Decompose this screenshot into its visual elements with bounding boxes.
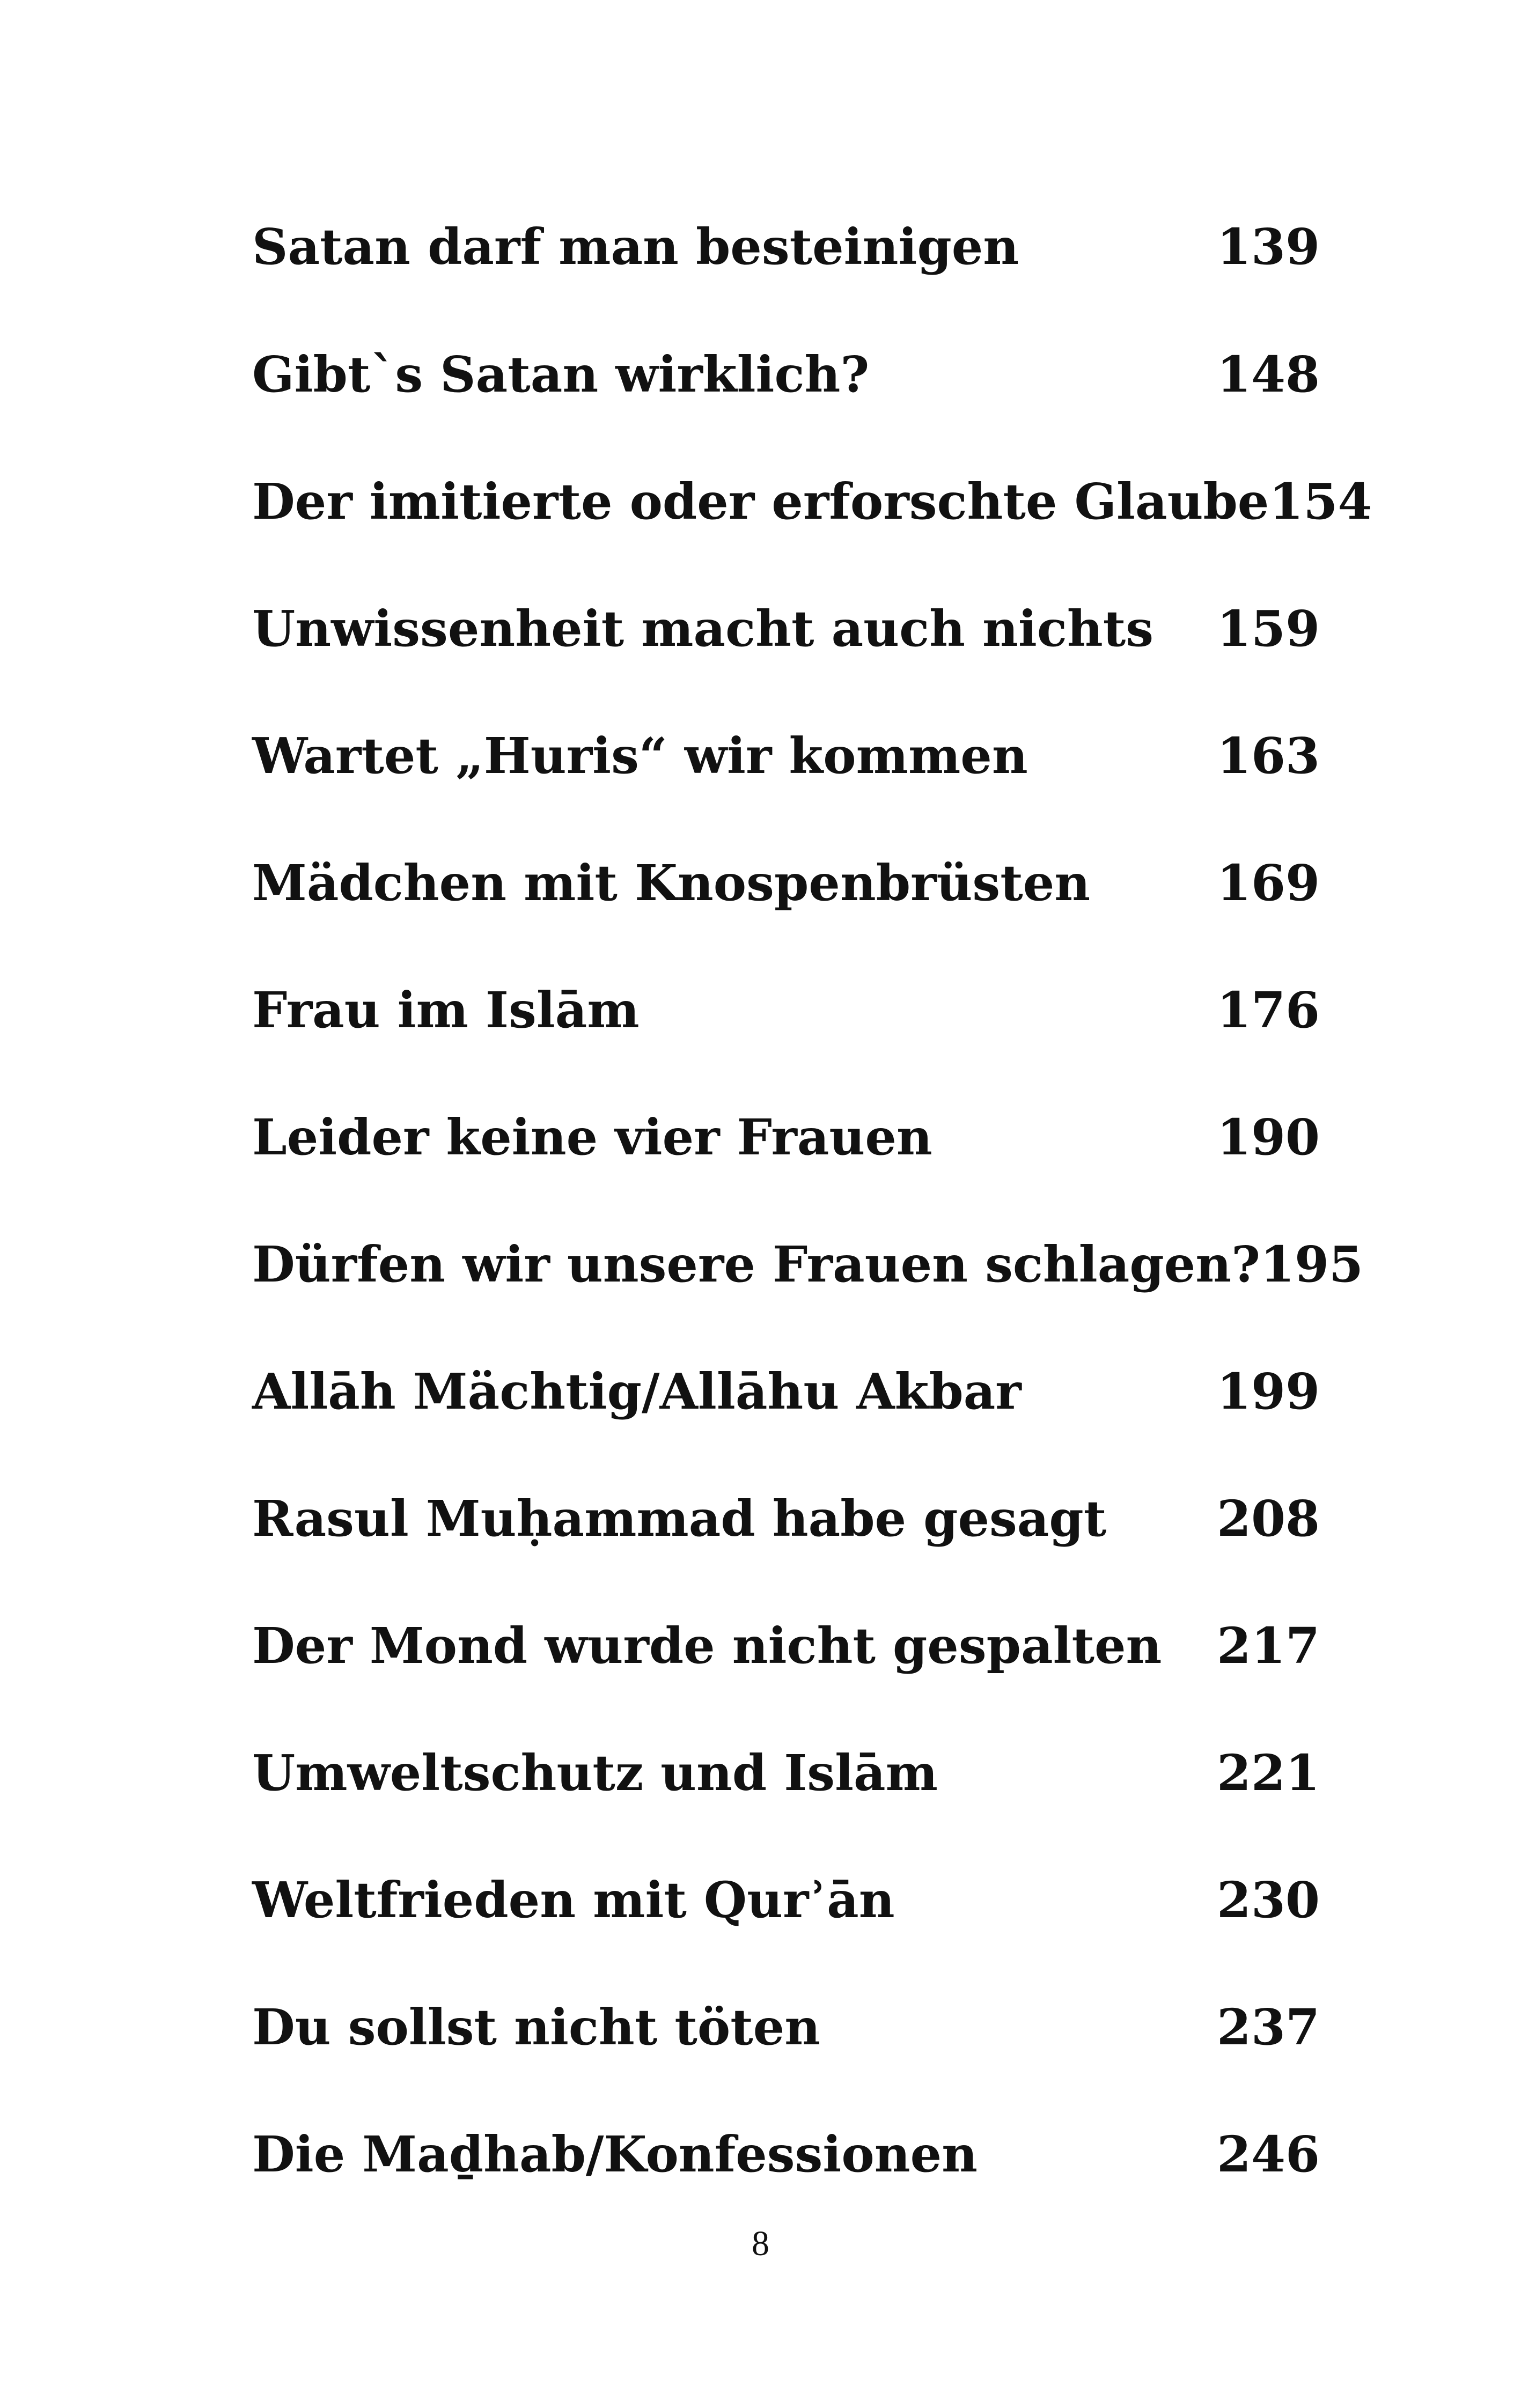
toc-entry-title: Der imitierte oder erforschte Glaube [252, 473, 1269, 531]
toc-entry-title: Unwissenheit macht auch nichts [252, 600, 1154, 658]
toc-entry [252, 467, 1372, 536]
toc-entry-page: 217 [1216, 1617, 1320, 1675]
toc-entry [252, 1484, 1320, 1553]
toc-entry [252, 340, 1320, 409]
toc-entry-title: Satan darf man besteinigen [252, 218, 1019, 276]
toc-entry-title: Umweltschutz und Islām [252, 1744, 938, 1802]
toc-entry-title: Leider keine vier Frauen [252, 1108, 932, 1166]
toc-entry-page: 159 [1216, 600, 1320, 658]
toc-entry-title: Die Maḏhab/Konfessionen [252, 2125, 978, 2183]
toc-entry-page: 176 [1216, 981, 1320, 1039]
toc-entry-page: 148 [1216, 345, 1320, 403]
toc-entry-page: 246 [1216, 2125, 1320, 2183]
toc-entry-title: Der Mond wurde nicht gespalten [252, 1617, 1162, 1675]
toc-entry-page: 190 [1216, 1108, 1320, 1166]
toc-entry [252, 212, 1320, 282]
toc-entry [252, 721, 1320, 791]
toc-entry [252, 594, 1320, 664]
toc-entry-page: 139 [1216, 218, 1320, 276]
toc-entry-title: Wartet „Huris“ wir kommen [252, 727, 1028, 785]
toc-entry-title: Allāh Mächtig/Allāhu Akbar [252, 1363, 1022, 1420]
toc-entry-title: Frau im Islām [252, 981, 640, 1039]
toc-entry [252, 1992, 1320, 2062]
toc-entry-title: Mädchen mit Knospenbrüsten [252, 854, 1091, 912]
toc-entry-title: Weltfrieden mit Qurʾān [252, 1871, 895, 1929]
toc-entry-title: Dürfen wir unsere Frauen schlagen? [252, 1235, 1260, 1293]
toc-entry [252, 975, 1320, 1045]
toc-entry [252, 1102, 1320, 1172]
toc-entry-page: 163 [1216, 727, 1320, 785]
toc-entry [252, 1738, 1320, 1808]
toc-entry [252, 1865, 1320, 1935]
toc-entry-page: 221 [1216, 1744, 1320, 1802]
toc-entry-page: 208 [1216, 1490, 1320, 1548]
toc-entry-page: 154 [1269, 473, 1372, 531]
toc-entry-page: 169 [1216, 854, 1320, 912]
toc-entry-title: Rasul Muḥammad habe gesagt [252, 1490, 1107, 1548]
toc-entry-title: Gibt`s Satan wirklich? [252, 345, 870, 403]
toc-entry [252, 848, 1320, 918]
toc-entry [252, 2119, 1320, 2189]
toc-entry-page: 195 [1260, 1235, 1364, 1293]
toc-entry-page: 230 [1216, 1871, 1320, 1929]
toc-entry [252, 1611, 1320, 1681]
toc-entry [252, 1229, 1364, 1299]
page-number: 8 [752, 2224, 769, 2263]
toc-entry-title: Du sollst nicht töten [252, 1998, 821, 2056]
toc-entry-page: 237 [1216, 1998, 1320, 2056]
toc-entry [252, 1357, 1320, 1426]
toc-entry-page: 199 [1216, 1363, 1320, 1420]
table-of-contents [252, 0, 1372, 2253]
